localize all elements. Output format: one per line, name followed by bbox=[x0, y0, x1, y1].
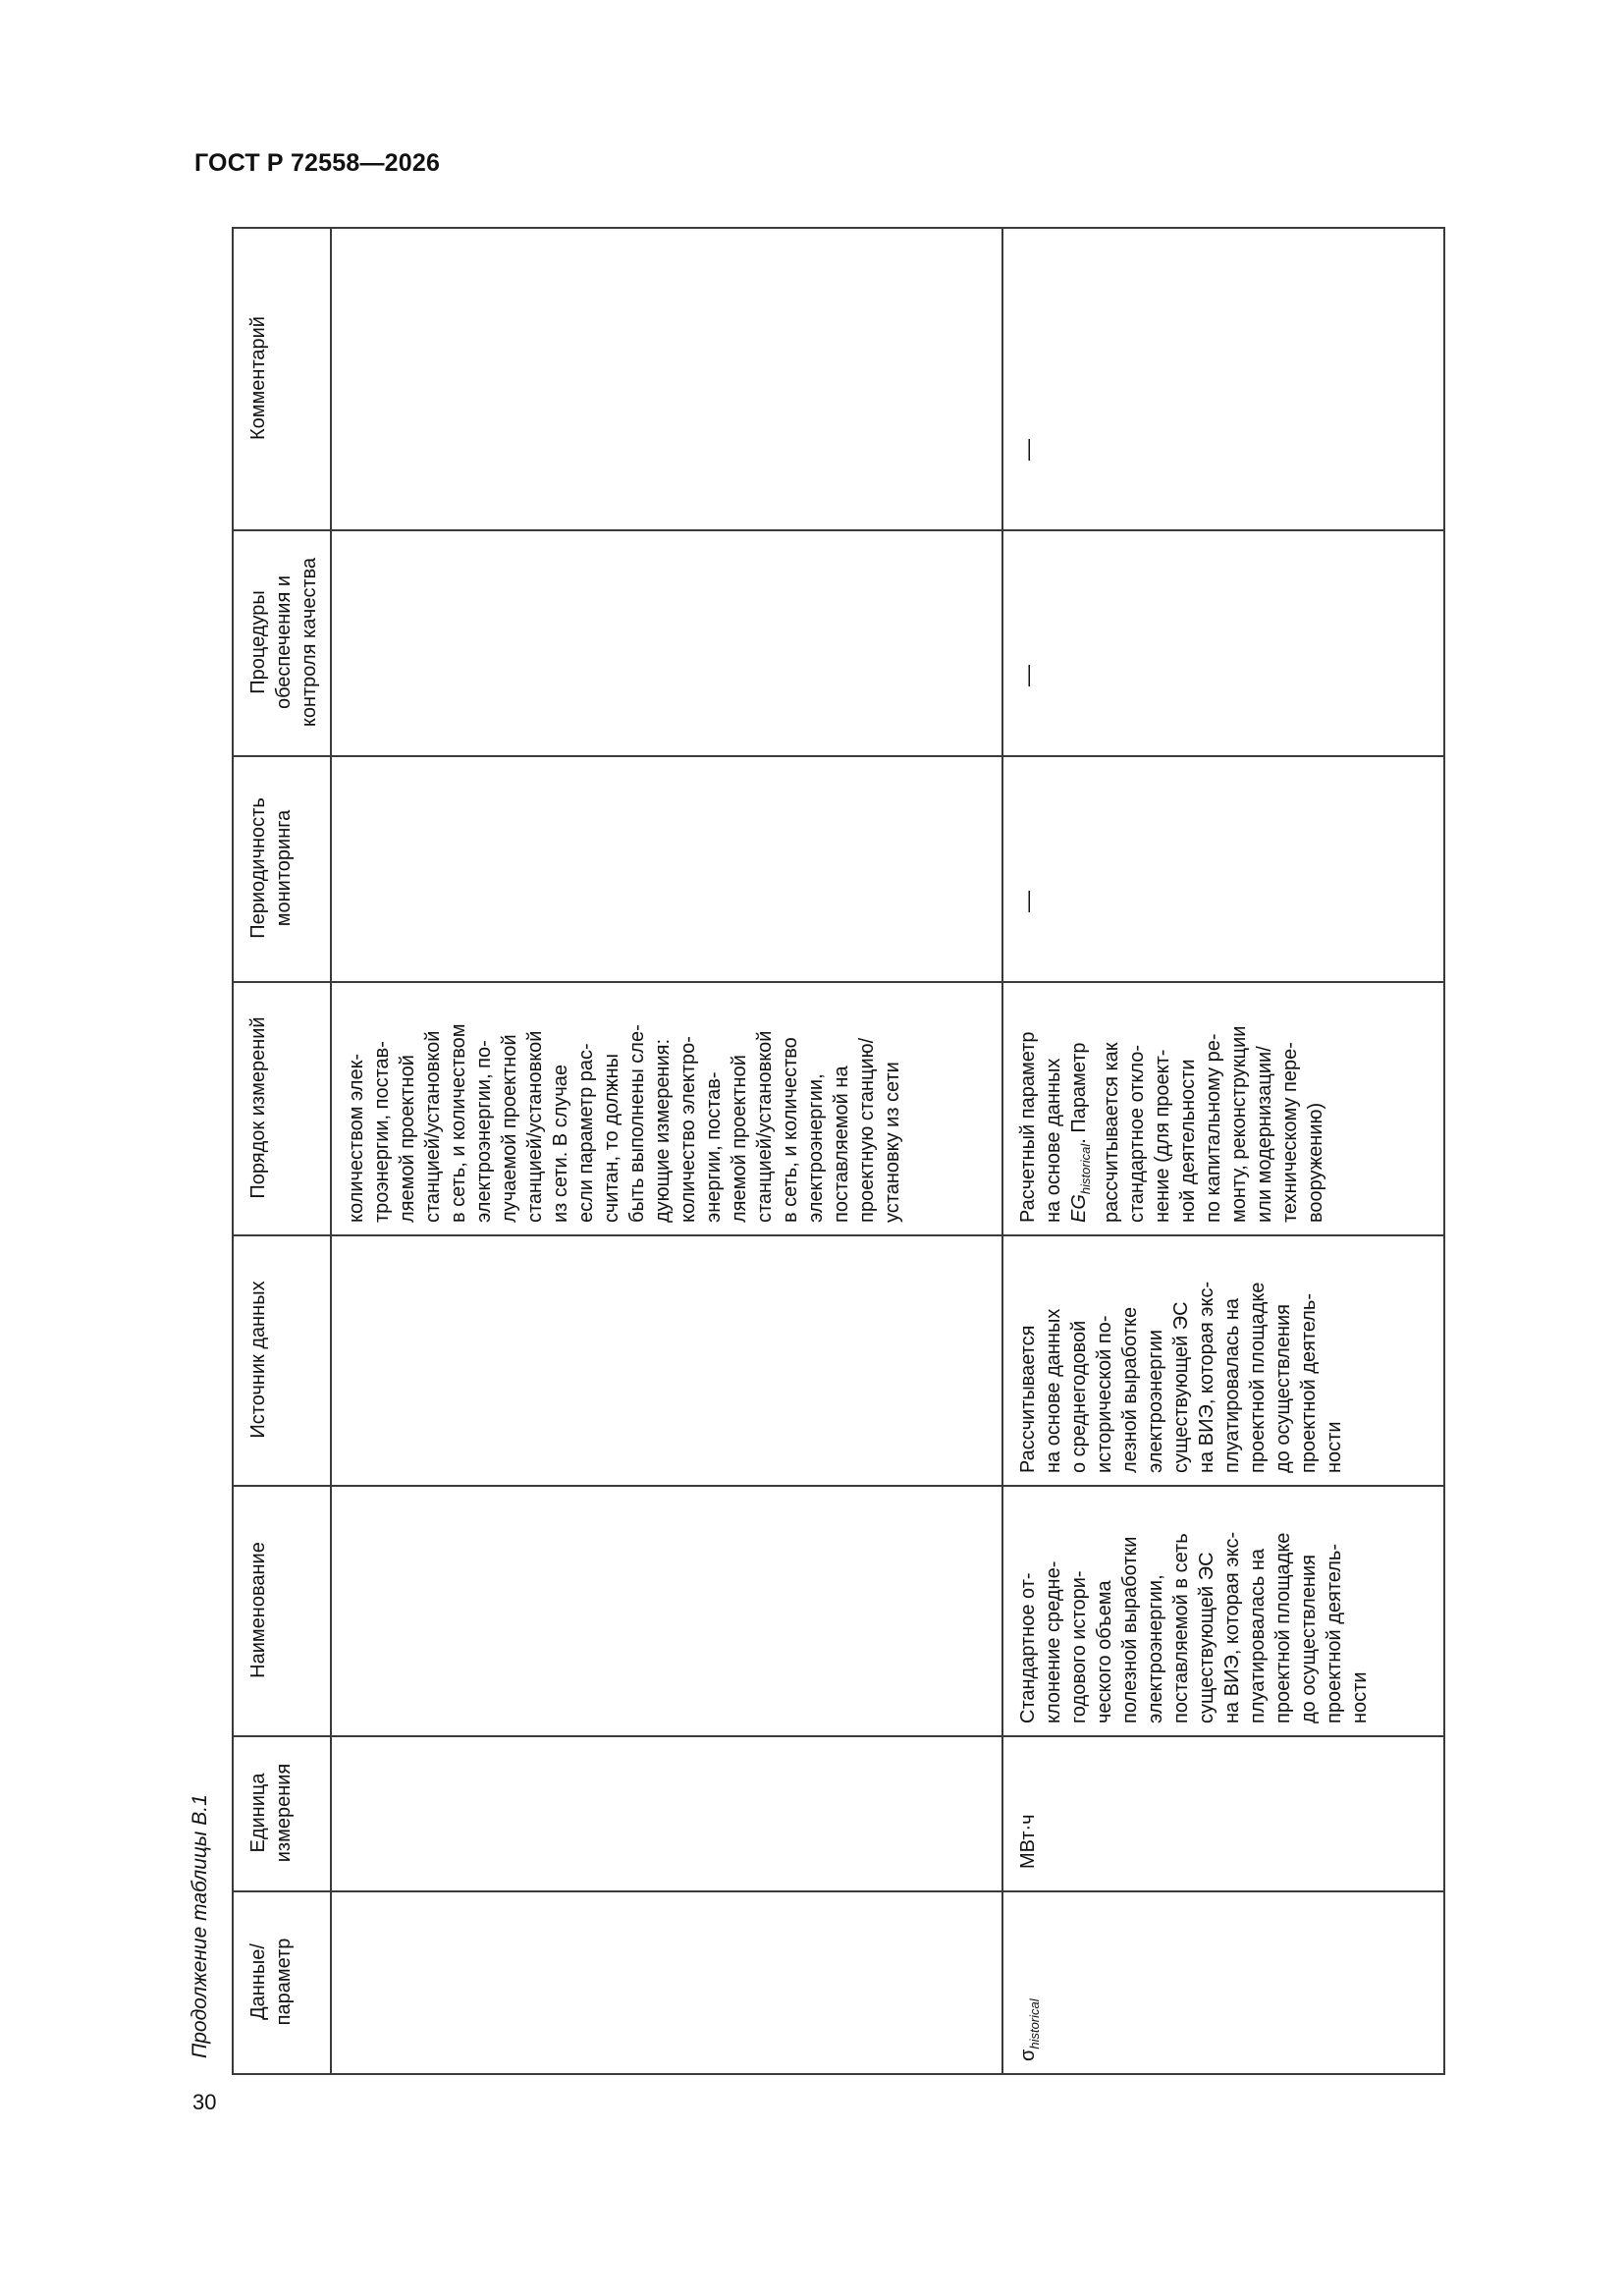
table-row bbox=[1002, 228, 1444, 2074]
cell-measurement-procedure: количеством элек- троэнергии, постав- ляемой проектной станцией/установкой в сеть, и количеством электроэнергии, по- лучаемой проектной станцией/установкой из сети. В случае если параметр рас- считан, то должны быть выполнены сле- дующие измерения: количество электро- энергии, постав- ляемой проектной станцией/установкой в сеть, и количество электроэнергии, поставляемой на проектную станцию/ установку из сети bbox=[331, 982, 1002, 1235]
header-cell-name: Наименование bbox=[233, 1486, 331, 1736]
header-cell-unit: Единица измерения bbox=[233, 1736, 331, 1891]
cell-comment bbox=[331, 228, 1002, 530]
cell-comment: — bbox=[1002, 228, 1444, 530]
page-number: 30 bbox=[192, 2090, 217, 2114]
cell-quality-procedures bbox=[331, 530, 1002, 756]
cell-quality-procedures: — bbox=[1002, 530, 1444, 756]
cell-data-source bbox=[331, 1235, 1002, 1486]
cell-data-source: Рассчитывается на основе данных о среднегодовой исторической по- лезной выработке электроэнергии существующей ЭС на ВИЭ, которая экс- плуатировалась на проектной площадке до осуществления проектной деятель- ности bbox=[1002, 1235, 1444, 1486]
parameter-subscript: historical bbox=[1027, 1998, 1042, 2050]
eg-historical-line: $EG_{historical}$. Параметр bbox=[1068, 1042, 1093, 1223]
header-cell-quality-procedures: Процедуры обеспечения и контроля качества bbox=[233, 530, 331, 756]
header-cell-parameter: Данные/ параметр bbox=[233, 1891, 331, 2074]
cell-monitoring-frequency bbox=[331, 756, 1002, 982]
table-continuation-label: Продолжение таблицы В.1 bbox=[189, 1794, 211, 2058]
table-header-row bbox=[233, 228, 331, 2074]
cell-parameter bbox=[331, 1891, 1002, 2074]
header-cell-data-source: Источник данных bbox=[233, 1235, 331, 1486]
cell-measurement-procedure: Расчетный параметр на основе данных $EG_{historical}$. Параметр рассчитывается как стандартное откло- нение (для проект- ной деятельности по капитальному ре- монту, реконструкции или модернизации/ техническому пере- вооружению) bbox=[1002, 982, 1444, 1235]
header-cell-comment: Комментарий bbox=[233, 228, 331, 530]
cell-unit: МВт·ч bbox=[1002, 1736, 1444, 1891]
cell-name: Стандартное от- клонение средне- годового истори- ческого объема полезной выработки электроэнергии, поставляемой в сеть существующей ЭС на ВИЭ, которая экс- плуатировалась на проектной площадке до осуществления проектной деятель- ности bbox=[1002, 1486, 1444, 1736]
cell-unit bbox=[331, 1736, 1002, 1891]
data-table bbox=[232, 227, 1445, 2075]
cell-parameter bbox=[1002, 1891, 1444, 2074]
cell-monitoring-frequency: — bbox=[1002, 756, 1444, 982]
cell-name bbox=[331, 1486, 1002, 1736]
document-header: ГОСТ Р 72558—2026 bbox=[194, 149, 441, 177]
parameter-symbol: σ bbox=[1017, 2049, 1039, 2061]
header-cell-monitoring-frequency: Периодичность мониторинга bbox=[233, 756, 331, 982]
header-cell-measurement-procedure: Порядок измерений bbox=[233, 982, 331, 1235]
rotated-table-container bbox=[232, 229, 1445, 2075]
table-row bbox=[331, 228, 1002, 2074]
